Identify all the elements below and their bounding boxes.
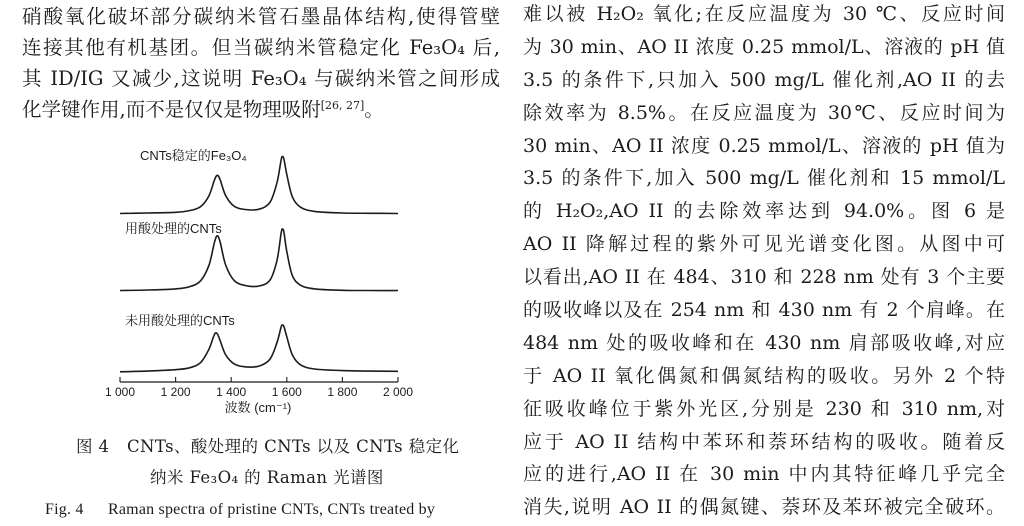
left-column-text — [22, 1, 500, 125]
body-text-line: AO II 降解过程的紫外可见光谱变化图。从图中可 — [523, 233, 1005, 256]
body-text-line: 应的进行,AO II 在 30 min 中内其特征峰几乎完全 — [523, 463, 1005, 486]
x-tick-label: 1 600 — [271, 385, 302, 399]
body-text-line: 的吸收峰以及在 254 nm 和 430 nm 有 2 个肩峰。在 — [523, 299, 1005, 322]
x-tick-label: 1 800 — [327, 385, 358, 399]
x-tick-label: 1 400 — [216, 385, 247, 399]
body-text-segment: 。 — [364, 98, 384, 121]
figure-caption-en: Raman spectra of pristine CNTs, CNTs treated by — [108, 501, 436, 518]
body-text-line: 3.5 的条件下,加入 500 mg/L 催化剂和 15 mmol/L — [523, 167, 1005, 190]
body-text-line: 484 nm 处的吸收峰和在 430 nm 肩部吸收峰,对应 — [523, 331, 1005, 354]
body-text-line: 连接其他有机基团。但当碳纳米管稳定化 Fe₃O₄ 后, — [22, 36, 500, 59]
x-tick-label: 1 000 — [104, 385, 136, 399]
body-text-line: 3.5 的条件下,只加入 500 mg/L 催化剂,AO II 的去 — [523, 68, 1005, 91]
body-text-line: 为 30 min、AO II 浓度 0.25 mmol/L、溶液的 pH 值 — [523, 35, 1005, 58]
body-text-line: 的 H₂O₂,AO II 的去除效率达到 94.0%。图 6 是 — [523, 200, 1005, 223]
body-text-line — [22, 94, 500, 125]
figure-caption-label-en: Fig. 4 — [45, 501, 84, 518]
series-lines — [120, 156, 398, 371]
figure-4 — [100, 140, 420, 420]
body-text-line: 征吸收峰位于紫外光区,分别是 230 和 310 nm,对 — [523, 397, 1005, 420]
figure-caption-cn: 纳米 Fe₃O₄ 的 Raman 光谱图 — [150, 468, 384, 487]
body-text-segment: 化学键作用,而不是仅仅是物理吸附 — [22, 98, 321, 121]
x-tick-label: 2 000 — [382, 385, 414, 399]
series-line — [120, 156, 398, 213]
series-label: CNTs稳定的Fe₃O₄ — [140, 148, 247, 163]
raman-spectra-chart — [100, 140, 420, 420]
x-axis — [105, 377, 413, 399]
figure-caption-cn: CNTs、酸处理的 CNTs 以及 CNTs 稳定化 — [127, 437, 460, 456]
series-label: 用酸处理的CNTs — [125, 221, 222, 236]
right-column-text — [523, 0, 1005, 524]
x-tick-label: 1 200 — [160, 385, 191, 399]
series-label: 未用酸处理的CNTs — [125, 313, 235, 328]
body-text-line: 30 min、AO II 浓度 0.25 mmol/L、溶液的 pH 值为 — [523, 134, 1005, 157]
body-text-line: 硝酸氧化破坏部分碳纳米管石墨晶体结构,使得管壁 — [22, 5, 500, 28]
x-axis-label: 波数 (cm⁻¹) — [224, 400, 292, 415]
body-text-line: 消失,说明 AO II 的偶氮键、萘环及苯环被完全破环。 — [523, 496, 1005, 519]
body-text-line: 难以被 H₂O₂ 氧化;在反应温度为 30 ℃、反应时间 — [523, 3, 1005, 25]
citation-reference: [26, 27] — [320, 99, 365, 112]
body-text-line: 于 AO II 氧化偶氮和偶氮结构的吸收。另外 2 个特 — [523, 364, 1005, 387]
body-text-line: 以看出,AO II 在 484、310 和 228 nm 处有 3 个主要 — [523, 266, 1005, 289]
body-text-line: 其 ID/IG 又减少,这说明 Fe₃O₄ 与碳纳米管之间形成 — [22, 67, 500, 90]
series-labels — [125, 148, 247, 328]
series-line — [120, 229, 398, 291]
body-text-line: 除效率为 8.5%。在反应温度为 30℃、反应时间为 — [523, 101, 1005, 124]
series-line — [120, 325, 398, 372]
body-text-line: 应于 AO II 结构中苯环和萘环结构的吸收。随着反 — [523, 430, 1005, 453]
figure-caption-label-cn: 图 4 — [76, 437, 110, 456]
